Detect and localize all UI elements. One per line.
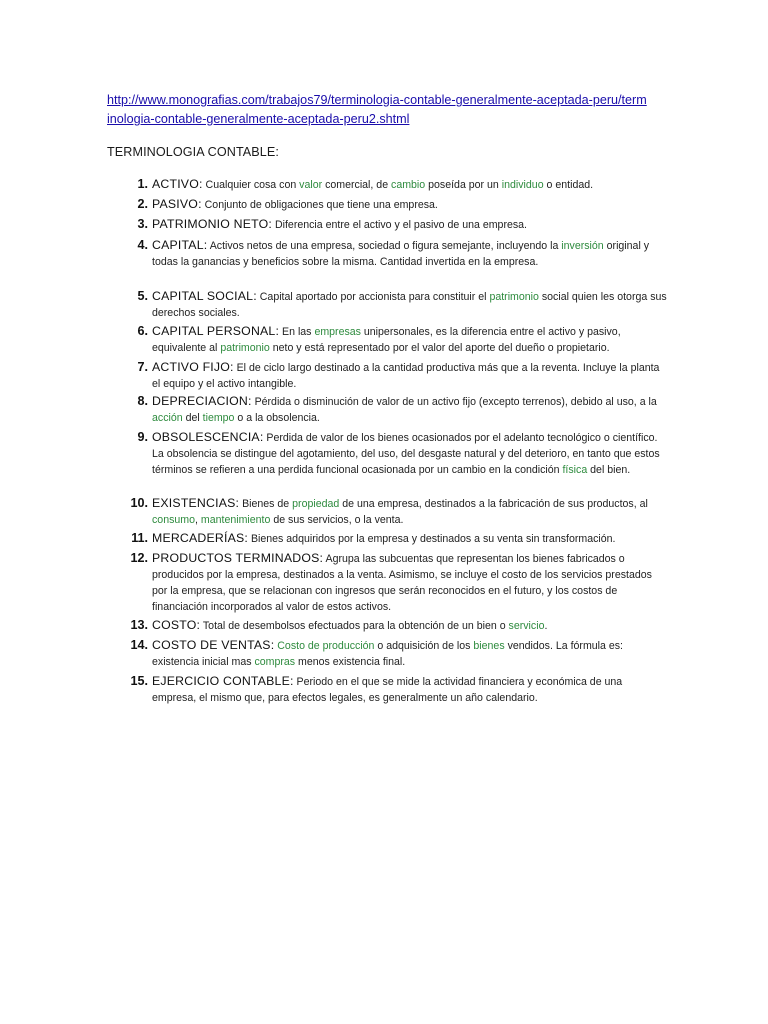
item-number: 8.: [137, 394, 148, 408]
definition-text: o adquisición de los: [374, 640, 474, 652]
glossary-link[interactable]: patrimonio: [220, 342, 270, 354]
definition-text: vendidos. La fórmula es: existencia inicial mas: [152, 640, 623, 668]
item-number: 10.: [130, 496, 148, 510]
term-label: MERCADERÍAS:: [152, 531, 249, 545]
item-definition: [152, 550, 667, 615]
definition-text: o entidad.: [543, 179, 594, 191]
item-number: 5.: [137, 289, 148, 303]
item-number: 7.: [137, 360, 148, 374]
term-label: ACTIVO FIJO:: [152, 360, 234, 374]
term-label: CAPITAL PERSONAL:: [152, 324, 280, 338]
item-number: 1.: [137, 177, 148, 191]
item-number: 3.: [137, 217, 148, 231]
item-number: 2.: [137, 197, 148, 211]
glossary-link[interactable]: valor: [299, 179, 323, 191]
definition-text: comercial, de: [322, 179, 392, 191]
glossary-link[interactable]: empresas: [314, 326, 361, 338]
term-label: ACTIVO:: [152, 177, 203, 191]
definition-text: Bienes de: [239, 498, 293, 510]
item-number: 6.: [137, 324, 148, 338]
item-number: 9.: [137, 430, 148, 444]
item-number: 12.: [130, 551, 148, 565]
glossary-link[interactable]: cambio: [391, 179, 426, 191]
definition-text: neto y está representado por el valor del aporte del dueño o propietario.: [269, 342, 610, 354]
definition-text: Capital aportado por accionista para constituir el: [256, 291, 490, 303]
item-definition: [152, 530, 667, 547]
definition-text: Total de desembolsos efectuados para la obtención de un bien o: [200, 620, 509, 632]
item-definition: [152, 176, 667, 193]
item-definition: [152, 429, 667, 478]
item-number: 4.: [137, 238, 148, 252]
glossary-link[interactable]: servicio: [508, 620, 545, 632]
term-label: PASIVO:: [152, 197, 202, 211]
definition-text: Diferencia entre el activo y el pasivo de una empresa.: [272, 219, 528, 231]
item-number: 14.: [130, 638, 148, 652]
term-label: EJERCICIO CONTABLE:: [152, 674, 294, 688]
definition-text: de una empresa, destinados a la fabricación de sus productos, al: [339, 498, 648, 510]
definition-text: Periodo en el que se mide la actividad financiera y económica de una empresa, el mismo que, para efectos legales, es generalmente un año calendario.: [152, 676, 623, 704]
item-definition: [152, 216, 667, 233]
definition-text: Conjunto de obligaciones que tiene una empresa.: [201, 199, 438, 211]
glossary-link[interactable]: Costo de producción: [277, 640, 375, 652]
glossary-link[interactable]: propiedad: [292, 498, 340, 510]
page-title: TERMINOLOGIA CONTABLE:: [107, 145, 280, 159]
glossary-link[interactable]: mantenimiento: [200, 514, 271, 526]
definition-text: ,: [195, 514, 201, 526]
item-definition: [152, 323, 667, 356]
definition-text: Perdida de valor de los bienes ocasionados por el adelanto tecnológico o científico. La obsolencia se distingue del agotamiento, del uso, del desgaste natural y del deterioro, en tanto que estos términos se refieren a una perdida funcional ocasionada por un cambio en la condición: [152, 432, 660, 476]
item-definition: [152, 495, 667, 528]
item-definition: [152, 673, 667, 706]
glossary-link[interactable]: individuo: [501, 179, 544, 191]
term-label: COSTO DE VENTAS:: [152, 638, 275, 652]
term-label: COSTO:: [152, 618, 201, 632]
item-definition: [152, 196, 667, 213]
item-number: 13.: [130, 618, 148, 632]
definition-text: Bienes adquiridos por la empresa y destinados a su venta sin transformación.: [248, 533, 616, 545]
glossary-link[interactable]: bienes: [473, 640, 505, 652]
source-link[interactable]: http://www.monografias.com/trabajos79/terminologia-contable-generalmente-aceptada-peru/terminologia-contable-generalmente-aceptada-peru2.shtml: [107, 93, 647, 126]
definition-text: social quien les otorga sus derechos sociales.: [152, 291, 667, 319]
glossary-link[interactable]: acción: [152, 412, 183, 424]
term-label: CAPITAL SOCIAL:: [152, 289, 257, 303]
term-label: PRODUCTOS TERMINADOS:: [152, 551, 324, 565]
definition-text: En las: [279, 326, 315, 338]
item-definition: [152, 288, 667, 321]
term-label: PATRIMONIO NETO:: [152, 217, 273, 231]
definition-text: .: [544, 620, 548, 632]
glossary-link[interactable]: inversión: [561, 240, 604, 252]
glossary-link[interactable]: patrimonio: [489, 291, 539, 303]
item-definition: [152, 237, 667, 270]
term-label: OBSOLESCENCIA:: [152, 430, 264, 444]
definition-text: menos existencia final.: [295, 656, 406, 668]
definition-text: del bien.: [587, 464, 631, 476]
definition-text: de sus servicios, o la venta.: [270, 514, 404, 526]
definition-text: poseída por un: [425, 179, 502, 191]
definition-text: Activos netos de una empresa, sociedad o figura semejante, incluyendo la: [207, 240, 562, 252]
definition-text: Agrupa las subcuentas que representan los bienes fabricados o producidos por la empresa, destinados a la venta. Asimismo, se incluye el costo de los servicios prestados por la empresa, que se relacionan con ingresos que serán reconocidos en el futuro, y los costos de financiación incorporados al valor de estos activos.: [152, 553, 652, 613]
glossary-link[interactable]: compras: [254, 656, 296, 668]
definition-text: Pérdida o disminución de valor de un activo fijo (excepto terrenos), debido al uso, a la: [251, 396, 657, 408]
definition-text: unipersonales, es la diferencia entre el activo y pasivo, equivalente al: [152, 326, 621, 354]
definition-text: o a la obsolencia.: [234, 412, 320, 424]
definition-text: El de ciclo largo destinado a la cantidad productiva más que a la reventa. Incluye la planta el equipo y el activo intangible.: [152, 362, 660, 390]
definition-text: original y todas la ganancias y beneficios sobre la misma. Cantidad invertida en la empresa.: [152, 240, 650, 268]
term-label: CAPITAL:: [152, 238, 208, 252]
glossary-link[interactable]: física: [562, 464, 588, 476]
definition-text: Cualquier cosa con: [202, 179, 300, 191]
glossary-link[interactable]: consumo: [152, 514, 195, 526]
item-definition: [152, 617, 667, 634]
definition-text: del: [182, 412, 203, 424]
item-definition: [152, 637, 667, 670]
term-label: EXISTENCIAS:: [152, 496, 240, 510]
item-number: 11.: [131, 531, 148, 545]
item-definition: [152, 393, 667, 426]
item-number: 15.: [130, 674, 148, 688]
item-definition: [152, 359, 667, 392]
term-label: DEPRECIACION:: [152, 394, 252, 408]
glossary-link[interactable]: tiempo: [202, 412, 235, 424]
